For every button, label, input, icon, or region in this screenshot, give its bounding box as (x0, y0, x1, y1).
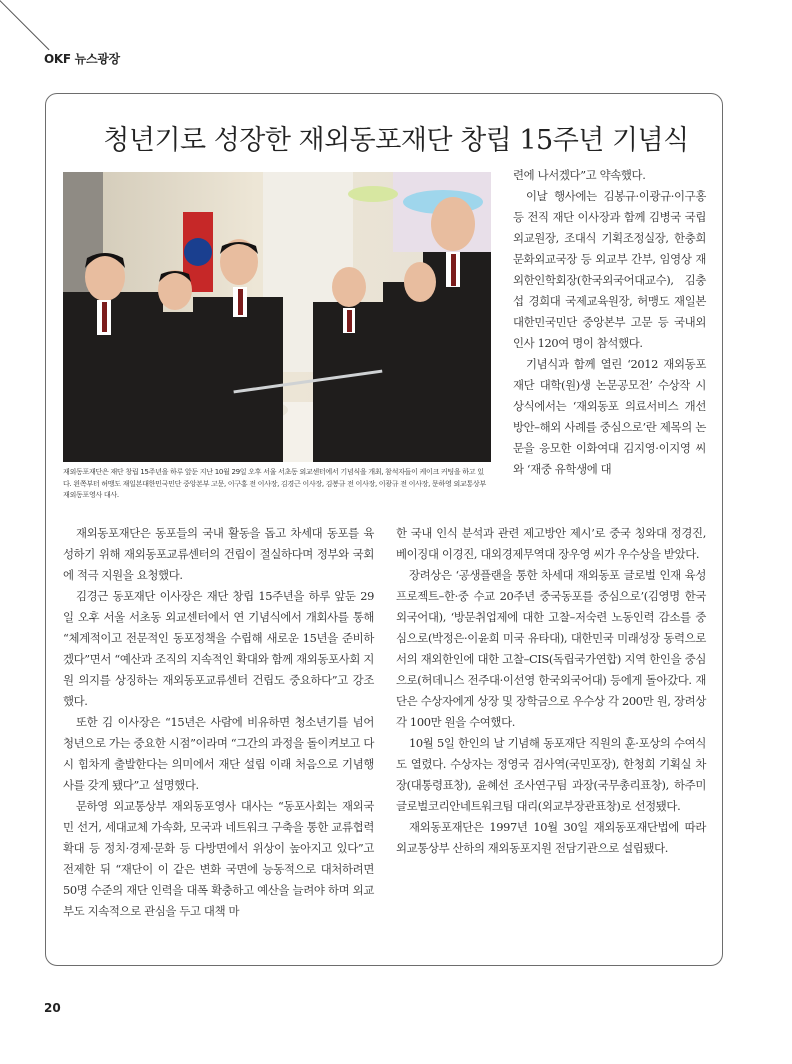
paragraph: 문하영 외교통상부 재외동포영사 대사는 “동포사회는 재외국민 선거, 세대교체 가속화, 모국과 네트워크 구축을 통한 교류협력 확대 등 정치·경제·문화 등 다방면에서 위상이 높아지고 있다”고 전제한 뒤 “재단이 이 같은 변화 국면에 능동적으로 대처하려면 50명 수준의 재단 인력을 대폭 확충하고 예산을 늘려야 하며 외교부도 지속적으로 관심을 두고 대책 마 (63, 799, 374, 918)
paragraph: 기념식과 함께 열린 ‘2012 재외동포재단 대학(원)생 논문공모전’ 수상작 시상식에서는 ‘재외동포 의료서비스 개선방안–해외 사례를 중심으로’란 제목의 논문을 응모한 이화여대 김지영·이지영 씨와 ‘재중 유학생에 대 (513, 357, 706, 476)
page-number: 20 (44, 1001, 61, 1015)
paragraph: 재외동포재단은 동포들의 국내 활동을 돕고 차세대 동포를 육성하기 위해 재외동포교류센터의 건립이 절실하다며 정부와 국회에 적극 지원을 요청했다. (63, 526, 374, 582)
paragraph: 한 국내 인식 분석과 관련 제고방안 제시’로 중국 칭와대 정경진, 베이징대 이경진, 대외경제무역대 장우영 씨가 우수상을 받았다. (396, 526, 706, 561)
article-column-right (396, 523, 706, 859)
article-column-right-top (513, 165, 706, 480)
section-label: OKF 뉴스광장 (44, 52, 120, 66)
cake-cutting-photo-illustration (63, 172, 491, 462)
paragraph: 김경근 동포재단 이사장은 재단 창립 15주년을 하루 앞둔 29일 오후 서울 서초동 외교센터에서 연 기념식에서 개회사를 통해 “체계적이고 전문적인 동포정책을 수립해 새로운 15년을 준비하겠다”면서 “예산과 조직의 지속적인 확대와 함께 재외동포사회 지원 의지를 상징하는 재외동포교류센터 건립도 중요하다”고 강조했다. (63, 589, 374, 708)
paragraph: 재외동포재단은 1997년 10월 30일 재외동포재단법에 따라 외교통상부 산하의 재외동포지원 전담기관으로 설립됐다. (396, 820, 706, 855)
paragraph: 이날 행사에는 김봉규·이광규·이구홍 등 전직 재단 이사장과 함께 김병국 국립외교원장, 조대식 기획조정실장, 한충희 문화외교국장 등 외교부 간부, 임영상 재외한인학회장(한국외국어대교수), 김충섭 경희대 국제교육원장, 허맹도 재일본대한민국민단 중앙본부 고문 등 국내외 인사 120여 명이 참석했다. (513, 189, 706, 350)
paragraph: 련에 나서겠다”고 약속했다. (513, 168, 646, 182)
article-column-left (63, 523, 374, 922)
corner-decoration-line (0, 0, 49, 50)
paragraph: 또한 김 이사장은 “15년은 사람에 비유하면 청소년기를 넘어 청년으로 가는 중요한 시점”이라며 “그간의 과정을 돌이켜보고 다시 힘차게 출발한다는 의미에서 재단 설립 이래 처음으로 기념행사를 갖게 됐다”고 설명했다. (63, 715, 374, 792)
paragraph: 10월 5일 한인의 날 기념해 동포재단 직원의 훈·포상의 수여식도 열렸다. 수상자는 정영국 검사역(국민포장), 한청희 기획실 차장(대통령표창), 윤혜선 조사연구팀 과장(국무총리표창), 하주미 글로벌코리안네트워크팀 대리(외교부장관표창)로 선정됐다. (396, 736, 706, 813)
article-title: 청년기로 성장한 재외동포재단 창립 15주년 기념식 (103, 125, 689, 156)
photo-caption: 재외동포재단은 재단 창립 15주년을 하루 앞둔 지난 10월 29일 오후 서울 서초동 외교센터에서 기념식을 개최, 참석자들이 케이크 커팅을 하고 있다. 왼쪽부터 허맹도 재일본대한민국민단 중앙본부 고문, 이구홍 전 이사장, 김경근 이사장, 김봉규 전 이사장, 이광규 전 이사장, 문하영 외교통상부 재외동포영사 대사. (63, 467, 486, 499)
paragraph: 장려상은 ‘공생플랜을 통한 차세대 재외동포 글로벌 인재 육성 프로젝트–한·중 수교 20주년 중국동포를 중심으로’(김영명 한국외국어대), ‘방문취업제에 대한 고찰–저숙련 노동인력 감소를 중심으로(박정은·이윤희 미국 유타대), 대한민국 미래성장 동력으로서의 재외한인에 대한 고찰–CIS(독립국가연합) 지역 한인을 중심으로(허데니스 전주대·이선영 한국외국어대) 등에게 돌아갔다. 재단은 수상자에게 상장 및 장학금으로 우수상 각 200만 원, 장려상 각 100만 원을 수여했다. (396, 568, 706, 729)
event-photo (63, 172, 491, 462)
